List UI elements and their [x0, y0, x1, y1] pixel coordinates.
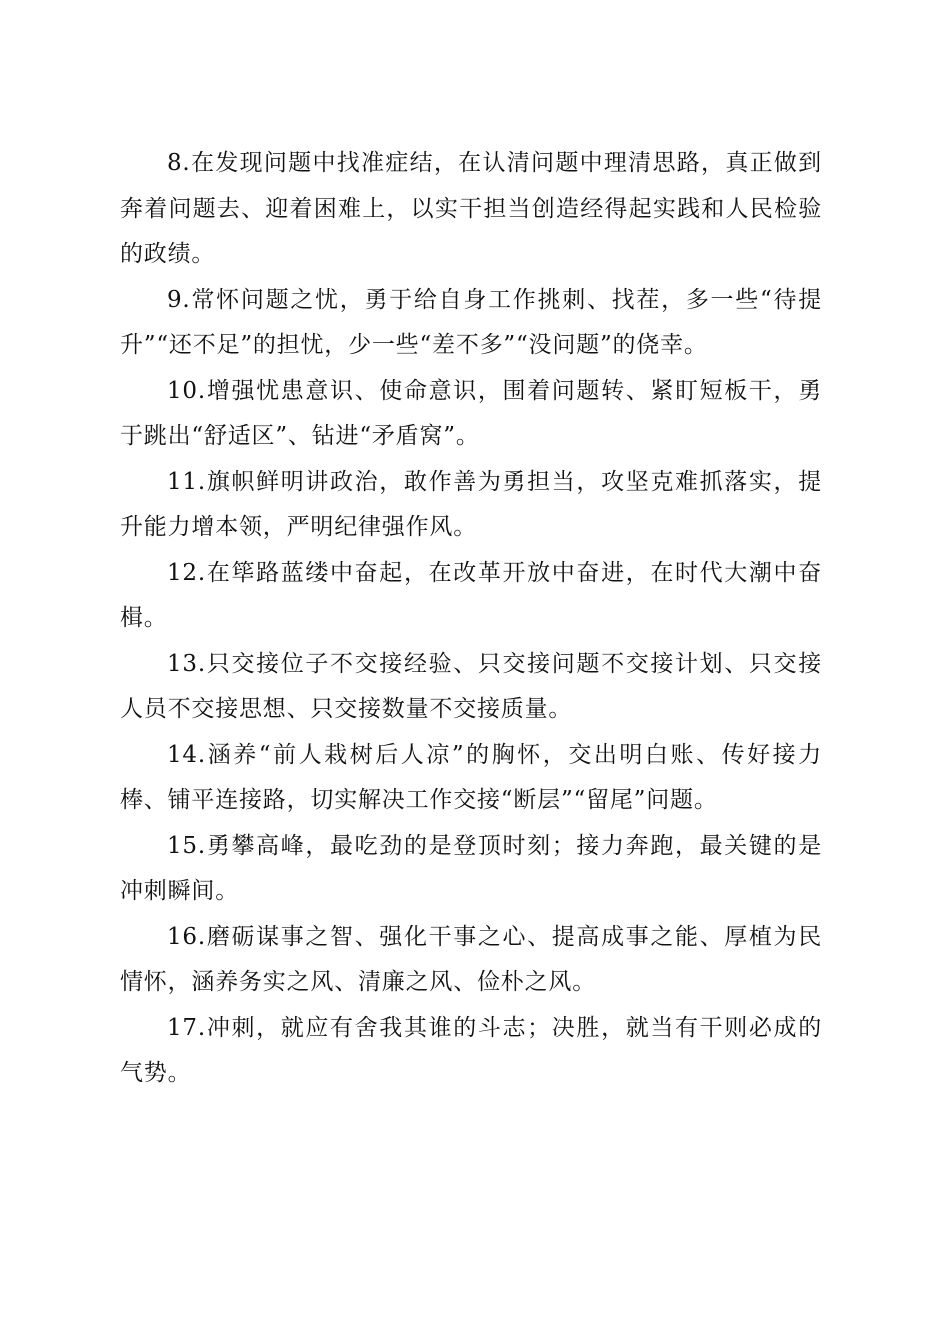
paragraph-15: 15.勇攀高峰，最吃劲的是登顶时刻；接力奔跑，最关键的是冲刺瞬间。 [120, 832, 822, 904]
paragraph-12: 12.在筚路蓝缕中奋起，在改革开放中奋进，在时代大潮中奋楫。 [120, 559, 822, 631]
paragraph-11: 11.旗帜鲜明讲政治，敢作善为勇担当，攻坚克难抓落实，提升能力增本领，严明纪律强作风。 [120, 468, 822, 540]
paragraph-16: 16.磨砺谋事之智、强化干事之心、提高成事之能、厚植为民情怀，涵养务实之风、清廉之风、俭朴之风。 [120, 923, 822, 995]
paragraph-14: 14.涵养“前人栽树后人凉”的胸怀，交出明白账、传好接力棒、铺平连接路，切实解决工作交接“断层”“留尾”问题。 [120, 741, 822, 813]
paragraph-8: 8.在发现问题中找准症结，在认清问题中理清思路，真正做到奔着问题去、迎着困难上，以实干担当创造经得起实践和人民检验的政绩。 [120, 150, 822, 267]
document-body [120, 141, 822, 1097]
paragraph-10: 10.增强忧患意识、使命意识，围着问题转、紧盯短板干，勇于跳出“舒适区”、钻进“矛盾窝”。 [120, 377, 822, 449]
paragraph-17: 17.冲刺，就应有舍我其谁的斗志；决胜，就当有干则必成的气势。 [120, 1014, 822, 1086]
paragraph-9: 9.常怀问题之忧，勇于给自身工作挑刺、找茬，多一些“待提升”“还不足”的担忧，少一些“差不多”“没问题”的侥幸。 [120, 286, 822, 358]
paragraph-13: 13.只交接位子不交接经验、只交接问题不交接计划、只交接人员不交接思想、只交接数量不交接质量。 [120, 650, 822, 722]
